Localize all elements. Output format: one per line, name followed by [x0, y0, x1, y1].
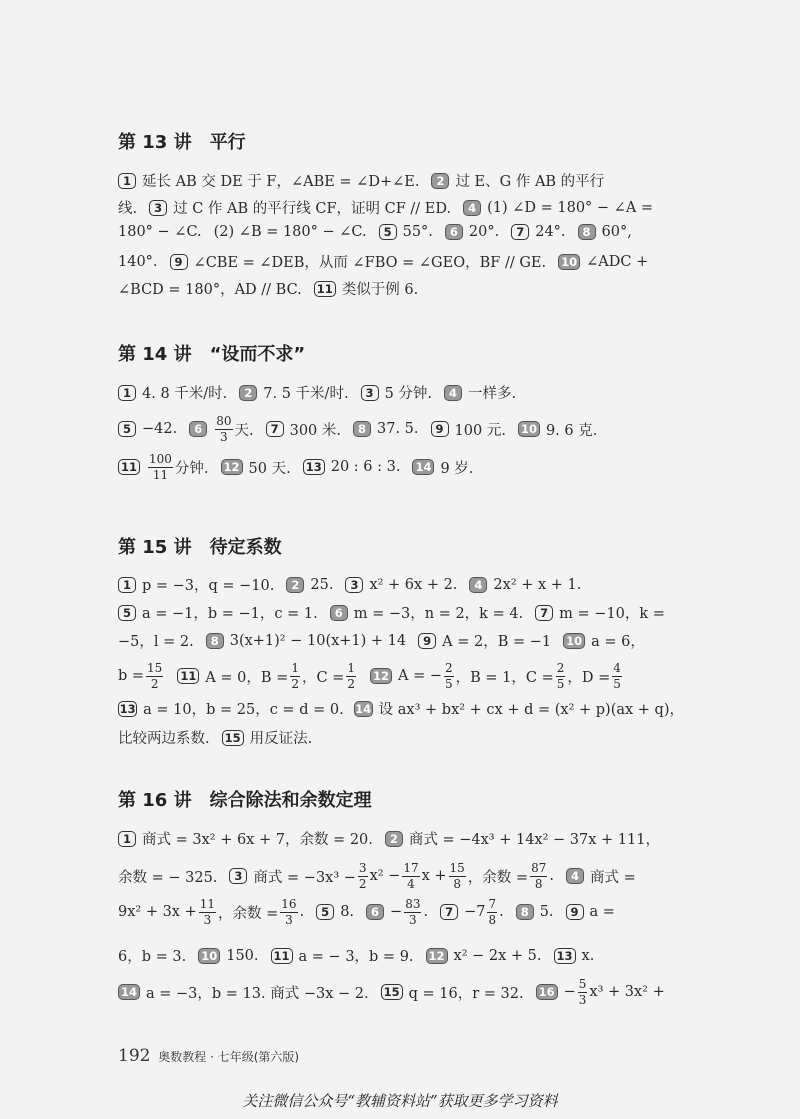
answer-text: 比较两边系数.: [118, 731, 210, 747]
question-number-badge: 10: [563, 633, 585, 649]
lecture-number: 第 15 讲: [118, 537, 192, 558]
fraction: [148, 453, 173, 481]
answer-text: 24°.: [535, 224, 566, 240]
answer-line: [118, 698, 684, 719]
question-number-badge: 2: [431, 173, 449, 189]
fraction: [578, 978, 588, 1006]
question-number-badge: 6: [330, 605, 348, 621]
answer-text: 9 岁.: [440, 460, 474, 477]
fraction-numerator: 4: [613, 661, 621, 675]
question-number-badge: 9: [566, 904, 584, 920]
question-number-badge: 2: [239, 385, 257, 401]
answer-text: x +: [421, 868, 447, 885]
question-number-badge: 9: [418, 633, 436, 649]
fraction-denominator: 2: [347, 676, 355, 691]
answer-line: [118, 170, 684, 191]
fraction: [612, 662, 622, 690]
question-number-badge: 4: [444, 385, 462, 401]
lecture-number: 第 13 讲: [118, 132, 192, 153]
page-footer: [118, 1046, 299, 1066]
answer-text: 线.: [118, 201, 138, 217]
fraction: [444, 662, 454, 690]
answer-text: m = −3，n = 2，k = 4.: [353, 606, 524, 622]
answer-text: a =: [589, 904, 615, 921]
answer-text: (2) ∠B = 180° − ∠C.: [213, 224, 367, 240]
fraction-numerator: 80: [216, 414, 232, 428]
answer-text: −7: [464, 904, 486, 921]
question-number-badge: 13: [119, 701, 136, 716]
answer-text: −42.: [142, 421, 178, 438]
answer-text: 过 E、G 作 AB 的平行: [455, 174, 605, 190]
fraction: [530, 862, 547, 890]
answer-text: 5.: [539, 904, 554, 921]
page-number: 192: [118, 1046, 151, 1066]
answer-text: (1) ∠D = 180° − ∠A =: [487, 199, 654, 216]
answer-text: 150.: [226, 947, 259, 964]
question-number-badge: 4: [463, 200, 481, 216]
answer-text: 60°,: [601, 224, 632, 240]
answer-text: 37. 5.: [377, 421, 419, 438]
question-number-badge: 6: [189, 421, 207, 437]
question-number-badge: 8: [206, 633, 224, 649]
question-number-badge: 3: [149, 200, 167, 216]
question-number-badge: 11: [271, 948, 293, 964]
question-number-badge: 1: [118, 831, 136, 847]
fraction-denominator: 3: [220, 429, 228, 444]
question-number-badge: 6: [366, 904, 384, 920]
answer-text: ，D =: [567, 669, 611, 686]
question-number-badge: 1: [118, 173, 136, 189]
answer-line: [118, 727, 684, 748]
question-number-badge: 5: [379, 224, 397, 240]
fraction-denominator: 3: [203, 912, 212, 927]
answer-text: −: [563, 984, 576, 1001]
question-number-badge: 10: [558, 254, 580, 270]
fraction-denominator: 3: [409, 912, 417, 927]
fraction-numerator: 83: [405, 897, 421, 911]
answer-text: 天.: [234, 422, 254, 439]
question-number-badge: 8: [578, 224, 596, 240]
fraction-denominator: 3: [578, 992, 587, 1007]
question-number-badge: 8: [516, 904, 534, 920]
answer-line: [118, 862, 684, 890]
section-title: [118, 786, 372, 812]
answer-text: 类似于例 6.: [341, 282, 419, 298]
answer-text: 300 米.: [289, 422, 342, 439]
fraction: [199, 898, 216, 926]
question-number-badge: 7: [440, 904, 458, 920]
answer-line: [118, 662, 684, 690]
fraction: [358, 862, 368, 890]
answer-text: −: [390, 904, 403, 921]
question-number-badge: 7: [511, 224, 529, 240]
fraction-numerator: 17: [403, 861, 419, 875]
question-number-badge: 5: [118, 605, 136, 621]
fraction-denominator: 8: [453, 876, 461, 891]
fraction-numerator: 15: [147, 661, 163, 675]
answer-text: a = 10，b = 25，c = d = 0.: [143, 702, 344, 718]
lecture-number: 第 14 讲: [118, 344, 192, 365]
answer-line: [118, 978, 684, 1006]
answer-text: 20°.: [468, 224, 500, 240]
answer-text: a = −1，b = −1，c = 1.: [142, 606, 318, 622]
answer-text: −5，l = 2.: [118, 634, 194, 650]
answer-text: 2x² + x + 1.: [493, 576, 582, 593]
answer-text: ∠ADC +: [586, 253, 649, 270]
question-number-badge: 7: [266, 421, 284, 437]
fraction-numerator: 1: [291, 661, 299, 675]
question-number-badge: 2: [385, 831, 403, 847]
answer-text: 用反证法.: [249, 731, 313, 747]
fraction-numerator: 5: [578, 977, 587, 991]
question-number-badge: 3: [361, 385, 379, 401]
answer-line: [118, 453, 684, 481]
fraction-denominator: 5: [613, 676, 621, 691]
fraction-numerator: 87: [531, 861, 547, 875]
answer-text: 余数 = − 325.: [118, 869, 218, 886]
answer-text: 延长 AB 交 DE 于 F，∠ABE = ∠D+∠E.: [142, 174, 420, 190]
question-number-badge: 10: [518, 421, 540, 437]
fraction-denominator: 2: [150, 676, 159, 691]
section-title: [118, 533, 282, 559]
fraction-denominator: 2: [358, 876, 367, 891]
question-number-badge: 14: [118, 984, 140, 1000]
answer-text: .: [423, 904, 429, 921]
answer-text: m = −10，k =: [559, 606, 665, 622]
answer-text: x² −: [369, 868, 401, 885]
fraction: [487, 898, 497, 926]
fraction-numerator: 1: [347, 661, 355, 675]
fraction-numerator: 2: [444, 661, 453, 675]
answer-line: [118, 382, 684, 403]
lecture-topic: 综合除法和余数定理: [209, 790, 372, 811]
answer-text: 分钟.: [174, 460, 209, 477]
question-number-badge: 5: [316, 904, 334, 920]
book-title: 奥数教程 · 七年级(第六版): [158, 1050, 300, 1064]
answer-line: [118, 630, 684, 651]
answer-line: [118, 898, 684, 926]
answer-line: [118, 197, 684, 218]
fraction-numerator: 15: [449, 861, 465, 875]
answer-line: [118, 945, 684, 966]
fraction-numerator: 2: [556, 661, 565, 675]
answer-text: 8.: [340, 904, 355, 921]
question-number-badge: 7: [535, 605, 553, 621]
question-number-badge: 16: [536, 984, 558, 1000]
question-number-badge: 14: [412, 459, 434, 475]
question-number-badge: 11: [177, 668, 199, 684]
fraction: [556, 662, 566, 690]
fraction-denominator: 5: [556, 676, 565, 691]
answer-text: 140°.: [118, 253, 158, 270]
answer-text: 55°.: [402, 224, 433, 240]
lecture-topic: 待定系数: [209, 537, 282, 558]
answer-text: 50 天.: [248, 460, 291, 477]
answer-line: [118, 828, 684, 849]
answer-line: [118, 224, 684, 240]
answer-text: ，余数 =: [467, 869, 529, 886]
answer-text: 过 C 作 AB 的平行线 CF，证明 CF // ED.: [173, 201, 452, 217]
fraction-denominator: 8: [534, 876, 543, 891]
question-number-badge: 12: [221, 459, 243, 475]
answer-text: 180° − ∠C.: [118, 224, 202, 240]
answer-text: ，B = 1，C =: [455, 669, 554, 686]
answer-text: .: [499, 904, 504, 921]
fraction-denominator: 11: [152, 467, 169, 482]
answer-text: x² − 2x + 5.: [453, 947, 542, 964]
question-number-badge: 13: [554, 948, 576, 964]
answer-text: 设 ax³ + bx² + cx + d = (x² + p)(ax + q)，: [378, 702, 684, 718]
question-number-badge: 2: [286, 577, 304, 593]
answer-line: [118, 602, 684, 623]
question-number-badge: 8: [353, 421, 371, 437]
fraction: [290, 662, 300, 690]
answer-line: [118, 278, 684, 299]
fraction-denominator: 3: [285, 912, 293, 927]
question-number-badge: 12: [370, 668, 392, 684]
answer-text: 4. 8 千米/时.: [142, 386, 228, 402]
answer-text: ，余数 =: [218, 905, 279, 922]
answer-text: 商式 = −3x³ −: [253, 869, 356, 886]
fraction-numerator: 3: [358, 861, 367, 875]
lecture-number: 第 16 讲: [118, 790, 192, 811]
fraction-denominator: 4: [407, 876, 415, 891]
answer-text: 商式 = 3x² + 6x + 7，余数 = 20.: [142, 832, 373, 848]
answer-text: A = 0，B =: [205, 669, 289, 686]
answer-text: 6，b = 3.: [118, 949, 187, 965]
question-number-badge: 1: [118, 385, 136, 401]
answer-text: 20 : 6 : 3.: [330, 459, 401, 476]
fraction-denominator: 2: [291, 676, 299, 691]
fraction-denominator: 8: [488, 912, 497, 927]
answer-text: x³ + 3x² +: [589, 984, 665, 1001]
answer-line: [118, 574, 684, 595]
question-number-badge: 15: [222, 730, 244, 746]
answer-line: [118, 415, 684, 443]
answer-text: .: [299, 904, 305, 921]
answer-text: 100 元.: [454, 422, 506, 439]
question-number-badge: 14: [355, 701, 372, 716]
lecture-topic: “设而不求”: [209, 344, 306, 365]
question-number-badge: 4: [566, 868, 584, 884]
answer-text: a = − 3，b = 9.: [298, 949, 414, 965]
question-number-badge: 12: [426, 948, 448, 964]
fraction-numerator: 7: [488, 897, 497, 911]
question-number-badge: 9: [431, 421, 449, 437]
answer-text: x² + 6x + 2.: [369, 576, 458, 593]
fraction-numerator: 11: [199, 897, 216, 911]
answer-text: 商式 =: [589, 869, 636, 886]
section-title: [118, 340, 305, 366]
section-title: [118, 128, 246, 154]
answer-text: x.: [581, 947, 595, 964]
question-number-badge: 6: [445, 224, 463, 240]
answer-text: 9. 6 克.: [545, 422, 598, 439]
fraction: [280, 898, 297, 926]
answer-text: 一样多.: [468, 386, 517, 402]
question-number-badge: 1: [118, 577, 136, 593]
question-number-badge: 3: [345, 577, 363, 593]
fraction-numerator: 100: [149, 452, 172, 466]
question-number-badge: 13: [303, 459, 325, 475]
question-number-badge: 3: [229, 868, 247, 884]
fraction: [146, 662, 163, 690]
answer-text: 3(x+1)² − 10(x+1) + 14: [229, 632, 407, 649]
lecture-topic: 平行: [209, 132, 246, 153]
fraction: [215, 415, 232, 443]
answer-text: ，C =: [301, 669, 345, 686]
answer-text: a = 6，: [591, 634, 645, 650]
answer-text: A = −: [397, 668, 442, 685]
answer-text: q = 16，r = 32.: [408, 985, 524, 1002]
answer-text: 7. 5 千米/时.: [263, 386, 349, 402]
answer-text: .: [549, 868, 554, 885]
answer-text: a = −3，b = 13. 商式 −3x − 2.: [146, 985, 369, 1002]
answer-text: b =: [118, 668, 145, 685]
answer-text: ∠CBE = ∠DEB，从而 ∠FBO = ∠GEO，BF // GE.: [193, 255, 547, 271]
question-number-badge: 10: [198, 948, 220, 964]
answer-text: 9x² + 3x +: [118, 904, 197, 921]
answer-text: A = 2，B = −1: [442, 634, 552, 650]
question-number-badge: 5: [118, 421, 136, 437]
fraction: [346, 662, 356, 690]
fraction: [404, 898, 421, 926]
answer-text: 25.: [310, 576, 334, 593]
question-number-badge: 15: [381, 984, 403, 1000]
answer-text: ∠BCD = 180°，AD // BC.: [118, 282, 302, 298]
fraction: [402, 862, 419, 890]
fraction-numerator: 16: [281, 897, 297, 911]
watermark-text: 关注微信公众号“教辅资料站”获取更多学习资料: [242, 1092, 558, 1110]
fraction: [449, 862, 466, 890]
answer-text: 商式 = −4x³ + 14x² − 37x + 111，: [408, 832, 660, 848]
fraction-denominator: 5: [444, 676, 453, 691]
question-number-badge: 11: [314, 281, 336, 297]
question-number-badge: 11: [118, 459, 140, 475]
answer-line: [118, 251, 684, 272]
answer-text: p = −3，q = −10.: [142, 578, 275, 594]
answer-text: 5 分钟.: [384, 386, 433, 402]
question-number-badge: 9: [170, 254, 188, 270]
question-number-badge: 4: [469, 577, 487, 593]
